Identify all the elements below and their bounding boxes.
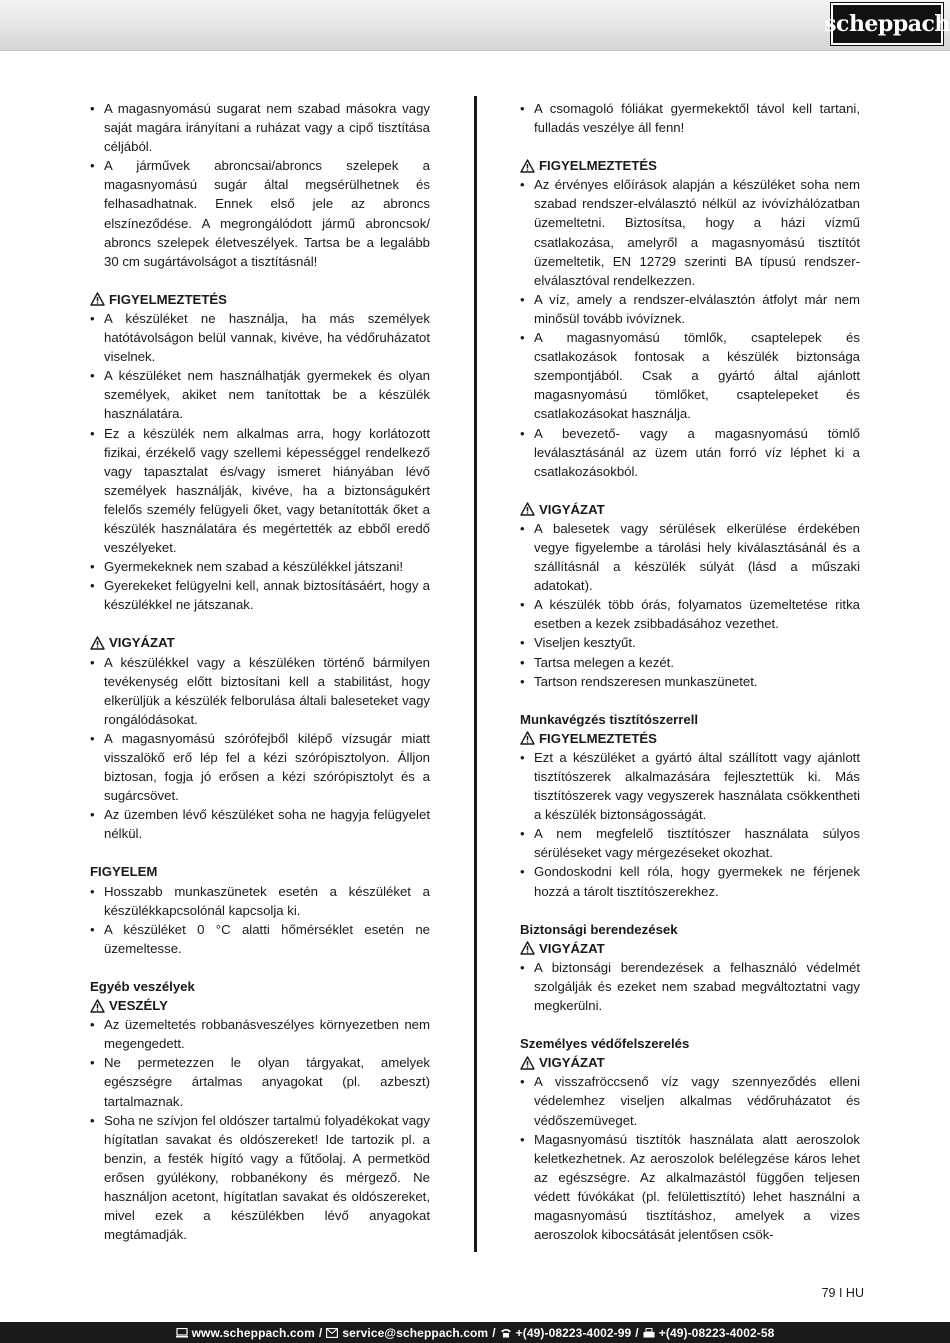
warning-triangle-icon [520,731,535,745]
list-item: • A bevezető- vagy a magasnyomású tömlő leválasztásánál az üzem után forró víz léphet ki a csatlakozásokból. [520,424,860,481]
list-item: • A készüléket ne használja, ha más személyek hatótávolságon belül vannak, kivéve, ha védőruházatot viselnek. [90,309,430,366]
list-item: • Az üzemben lévő készüléket soha ne hagyja felügyelet nélkül. [90,805,430,843]
list-item: • Az üzemeltetés robbanásveszélyes környezetben nem megengedett. [90,1015,430,1053]
bullet-list [90,882,430,958]
list-item: • A víz, amely a rendszer-elválasztón átfolyt már nem minősül tovább ivóvíznek. [520,290,860,328]
warning-heading [520,729,860,748]
footer-phone[interactable]: +(49)-08223-4002-99 [515,1325,632,1340]
bullet-list [90,653,430,844]
section-title: Személyes védőfelszerelés [520,1036,690,1052]
section-title: Egyéb veszélyek [90,978,195,994]
section-gap [90,614,430,633]
section-gap [90,271,430,290]
warning-heading [520,156,860,175]
left-column [90,99,430,1244]
section-gap [520,481,860,500]
warning-heading-label: VIGYÁZAT [539,1055,605,1071]
section-gap [520,691,860,710]
warning-triangle-icon [520,502,535,516]
warning-heading-label: VIGYÁZAT [539,940,605,956]
list-item: • Tartsa melegen a kezét. [520,653,860,672]
warning-heading-label: FIGYELMEZTETÉS [109,291,227,307]
list-item: • Viseljen kesztyűt. [520,633,860,652]
bullet-list [520,519,860,691]
warning-heading [90,996,430,1015]
footer-email[interactable]: service@scheppach.com [342,1325,489,1340]
warning-heading [520,1053,860,1072]
list-item: • Magasnyomású tisztítók használata alatt aeroszolok keletkezhetnek. Az aeroszolok belélegzése káros lehet az egészségre. Az alkalmazástól függően teljesen védett fúvókákat (pl. felülettisztító) lehet használni a magasnyomású tisztításhoz, amelyek a vizes aeroszolok kibocsátását jelentősen csök- [520,1130,860,1245]
list-item: • Tartson rendszeresen munkaszünetet. [520,672,860,691]
list-item: • A nem megfelelő tisztítószer használata súlyos sérüléseket vagy mérgezéseket okozhat. [520,824,860,862]
bullet-list [520,958,860,1015]
fax-icon [643,1328,655,1338]
section-title: Munkavégzés tisztítószerrell [520,711,699,727]
section-gap [520,137,860,156]
list-item: • A balesetek vagy sérülések elkerülése érdekében vegye figyelembe a tárolási hely kiválasztásánál és a szállításnál a készülék súlyát (lásd a műszaki adatokat). [520,519,860,595]
footer-fax[interactable]: +(49)-08223-4002-58 [658,1325,775,1340]
list-item: • Gyerekeket felügyelni kell, annak biztosításáért, hogy a készülékkel ne játszanak. [90,576,430,614]
bullet-list [520,99,860,137]
warning-heading-label: FIGYELMEZTETÉS [539,730,657,746]
warning-heading-label: VIGYÁZAT [539,501,605,517]
list-item: • A készülékkel vagy a készüléken történő bármilyen tevékenység előtt biztosítani kell a stabilitást, hogy elkerüljük a készülék felborulása általi baleseteket vagy rongálódásokat. [90,653,430,729]
warning-triangle-icon [520,159,535,173]
footer-contact-bar [0,1322,950,1343]
list-item: • Soha ne szívjon fel oldószer tartalmú folyadékokat vagy hígítatlan savakat és oldószereket! Ide tartozik pl. a benzin, a festék hígító vagy a fűtőolaj. A permetköd erősen gyúlékony, robbanékony és mérgező. Ne használjon acetont, hígítatlan savakat és oldószereket, mivel ezek a készülékben lévő anyagokat megtámadják. [90,1111,430,1245]
footer-separator: / [635,1325,639,1340]
warning-triangle-icon [520,1056,535,1070]
list-item: • A magasnyomású szórófejből kilépő vízsugár miatt visszalökő erő lép fel a kézi szórópisztolyon. Álljon biztosan, fogja jó erősen a kézi szórópisztolyt és a sugárcsövet. [90,729,430,805]
list-item: • A járművek abroncsai/abroncs szelepek a magasnyomású sugár által megsérülhetnek és felhasadhatnak. Ennek első jele az abroncs elszíneződése. A megrongálódott jármű abroncsok/ abroncs szelepek életveszélyek. Tartsa be a legalább 30 cm sugártávolságot a tisztításnál! [90,156,430,271]
footer-web[interactable]: www.scheppach.com [191,1325,315,1340]
list-item: • Ezt a készüléket a gyártó által szállított vagy ajánlott tisztítószerek alkalmazására fejlesztettük ki. Más tisztítószerek vagy vegyszerek használata csökkentheti a készülék biztonságosságát. [520,748,860,824]
section-gap [90,958,430,977]
warning-triangle-icon [90,292,105,306]
footer-separator: / [318,1325,323,1340]
bullet-list [520,175,860,481]
list-item: • A magasnyomású sugarat nem szabad másokra vagy saját magára irányítani a ruházat vagy a cipő tisztítása céljából. [90,99,430,156]
email-icon [326,1328,338,1338]
warning-heading-label: FIGYELMEZTETÉS [539,158,657,174]
header-band [0,0,950,51]
list-item: • Gyermekeknek nem szabad a készülékkel játszani! [90,557,430,576]
section-gap [520,901,860,920]
right-column [520,99,860,1244]
warning-heading [520,500,860,519]
list-item: • Hosszabb munkaszünetek esetén a készüléket a készülékkapcsolónál kapcsolja ki. [90,882,430,920]
list-item: • A biztonsági berendezések a felhasználó védelmét szolgálják és ezeket nem szabad megváltoztatni vagy megkerülni. [520,958,860,1015]
list-item: • A magasnyomású tömlők, csaptelepek és csatlakozások fontosak a készülék biztonsága szempontjából. Csak a gyártó által ajánlott magasnyomású tömlőket, csaptelepeket és csatlakozásokat használja. [520,328,860,423]
column-divider [474,96,477,1252]
list-item: • Gondoskodni kell róla, hogy gyermekek ne férjenek hozzá a tárolt tisztítószerekhez. [520,862,860,900]
warning-heading-label: VESZÉLY [109,998,168,1014]
section-gap [90,843,430,862]
computer-icon [176,1328,188,1338]
warning-heading [90,862,430,881]
bullet-list [90,309,430,615]
warning-triangle-icon [90,636,105,650]
phone-icon [500,1328,512,1338]
warning-heading-label: VIGYÁZAT [109,635,175,651]
section-gap [520,1015,860,1034]
list-item: • Ne permetezzen le olyan tárgyakat, amelyek egészségre ártalmas anyagokat (pl. azbeszt) tartalmaznak. [90,1053,430,1110]
warning-triangle-icon [520,941,535,955]
bullet-list [520,1072,860,1244]
list-item: • A csomagoló fóliákat gyermekektől távol kell tartani, fulladás veszélye áll fenn! [520,99,860,137]
bullet-list [520,748,860,901]
warning-heading-label: FIGYELEM [90,864,158,880]
warning-heading [520,939,860,958]
bullet-list [90,99,430,271]
warning-heading [90,633,430,652]
page-number: 79 I HU [821,1286,864,1300]
warning-heading [90,290,430,309]
list-item: • A készüléket 0 °C alatti hőmérséklet esetén ne üzemeltesse. [90,920,430,958]
list-item: • Az érvényes előírások alapján a készüléket soha nem szabad rendszer-elválasztó nélkül az ivóvízhálózatban üzemeltetni. Biztosítsa, hogy a házi vízmű csatlakozása, amelyről a magasnyomású tisztítót üzemeltetik, EN 12729 szerinti BA típusú rendszer-elválasztóval rendelkezzen. [520,175,860,290]
bullet-list [90,1015,430,1244]
list-item: • A készülék több órás, folyamatos üzemeltetése ritka esetben a kezek zsibbadásához vezethet. [520,595,860,633]
list-item: • A készüléket nem használhatják gyermekek és olyan személyek, akiket nem tanítottak be a készülék használatára. [90,366,430,423]
warning-triangle-icon [90,999,105,1013]
scheppach-logo: scheppach [831,3,943,45]
list-item: • Ez a készülék nem alkalmas arra, hogy korlátozott fizikai, érzékelő vagy szellemi képességgel rendelkező vagy tapasztalat és/vagy ismeret hiányában lévő személyek használják, kivéve, ha a biztonságukért felelős személy felügyeli őket, vagy betanították őket a készülék használatára és megértették az ebből eredő veszélyeket. [90,424,430,558]
list-item: • A visszafröccsenő víz vagy szennyeződés elleni védelemhez viseljen alkalmas védőruházatot és védőszemüveget. [520,1072,860,1129]
section-title: Biztonsági berendezések [520,921,678,937]
footer-separator: / [492,1325,496,1340]
